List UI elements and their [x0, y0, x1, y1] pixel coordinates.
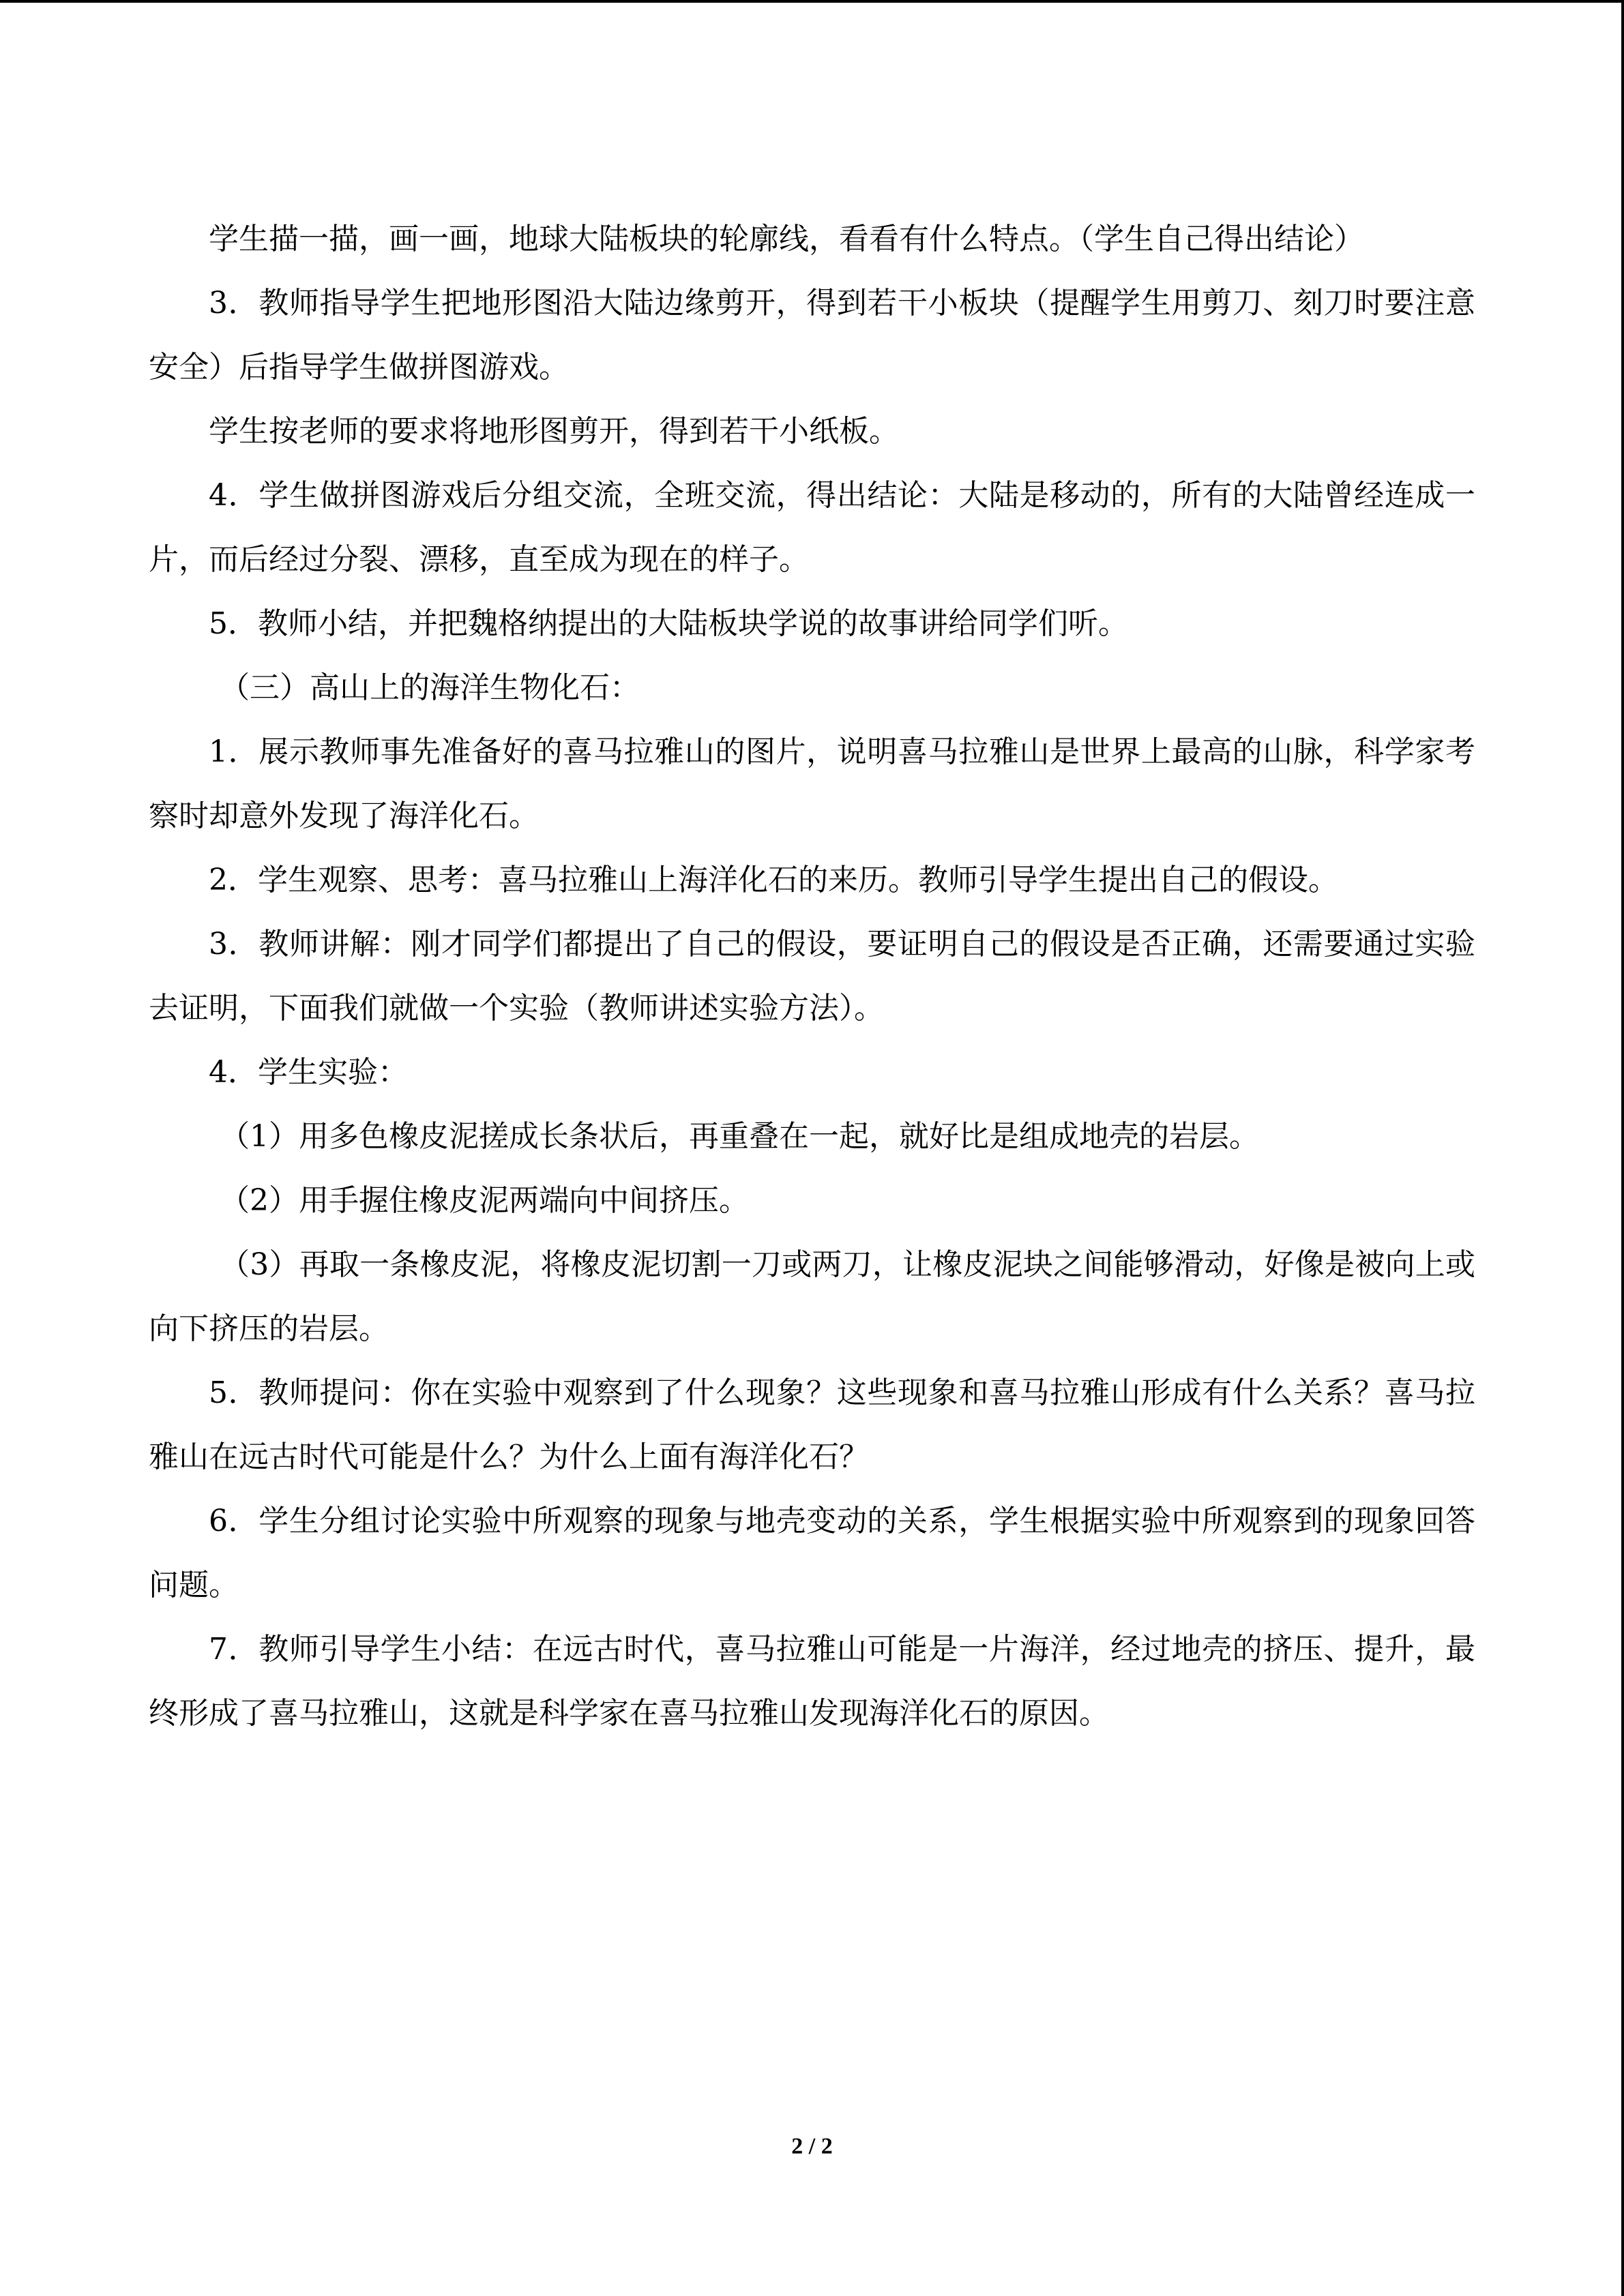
paragraph: 1．展示教师事先准备好的喜马拉雅山的图片，说明喜马拉雅山是世界上最高的山脉，科学家考察时却意外发现了海洋化石。: [149, 734, 1475, 833]
paragraph: 3．教师讲解：刚才同学们都提出了自己的假设，要证明自己的假设是否正确，还需要通过实验去证明，下面我们就做一个实验（教师讲述实验方法）。: [149, 927, 1475, 1026]
experiment-step: （3）再取一条橡皮泥，将橡皮泥切割一刀或两刀，让橡皮泥块之间能够滑动，好像是被向上或向下挤压的岩层。: [149, 1247, 1475, 1346]
page-number: 2 / 2: [791, 2134, 833, 2159]
paragraph: 4．学生实验：: [209, 1055, 408, 1090]
paragraph: 4．学生做拼图游戏后分组交流，全班交流，得出结论：大陆是移动的，所有的大陆曾经连成一片，而后经过分裂、漂移，直至成为现在的样子。: [149, 478, 1475, 577]
experiment-step: （2）用手握住橡皮泥两端向中间挤压。: [220, 1183, 749, 1218]
experiment-step: （1）用多色橡皮泥搓成长条状后，再重叠在一起，就好比是组成地壳的岩层。: [220, 1119, 1259, 1154]
section-heading: （三）高山上的海洋生物化石：: [220, 670, 640, 705]
paragraph: 学生按老师的要求将地形图剪开，得到若干小纸板。: [209, 414, 899, 449]
paragraph: 7．教师引导学生小结：在远古时代，喜马拉雅山可能是一片海洋，经过地壳的挤压、提升，最终形成了喜马拉雅山，这就是科学家在喜马拉雅山发现海洋化石的原因。: [149, 1632, 1475, 1731]
paragraph: 5．教师提问：你在实验中观察到了什么现象？这些现象和喜马拉雅山形成有什么关系？喜马拉雅山在远古时代可能是什么？为什么上面有海洋化石？: [149, 1375, 1475, 1474]
document-body: [149, 207, 1475, 1746]
paragraph: 学生描一描，画一画，地球大陆板块的轮廓线，看看有什么特点。（学生自己得出结论）: [209, 222, 1364, 256]
paragraph: 6．学生分组讨论实验中所观察的现象与地壳变动的关系，学生根据实验中所观察到的现象回答问题。: [149, 1504, 1475, 1602]
paragraph: 5．教师小结，并把魏格纳提出的大陆板块学说的故事讲给同学们听。: [209, 606, 1128, 641]
paragraph: 3．教师指导学生把地形图沿大陆边缘剪开，得到若干小板块（提醒学生用剪刀、刻刀时要注意安全）后指导学生做拼图游戏。: [149, 286, 1475, 385]
paragraph: 2．学生观察、思考：喜马拉雅山上海洋化石的来历。教师引导学生提出自己的假设。: [209, 863, 1338, 897]
